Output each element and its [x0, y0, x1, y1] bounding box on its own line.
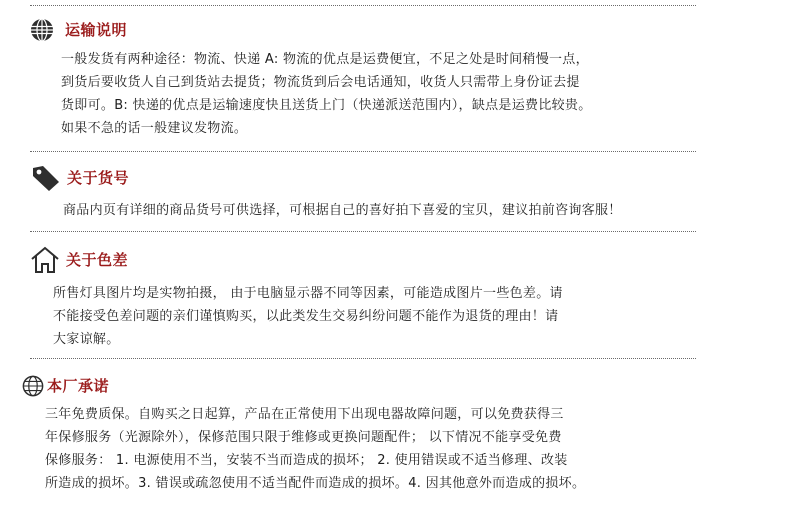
section-warranty-heading: [21, 374, 109, 398]
text-line: 如果不急的话一般建议发物流。: [61, 121, 248, 136]
house-icon: [30, 246, 60, 274]
globe-icon: [29, 17, 55, 43]
divider-1: [30, 151, 696, 152]
text-line: 大家谅解。: [53, 332, 120, 347]
text-line: 所售灯具图片均是实物拍摄， 由于电脑显示器不同等因素，可能造成图片一些色差。请: [53, 286, 563, 301]
globe-icon: [21, 374, 45, 398]
section-item-number-body: [63, 199, 622, 222]
text-line: 保修服务： 1. 电源使用不当，安装不当而造成的损坏； 2. 使用错误或不适当修理、改装: [45, 453, 568, 468]
section-shipping-title: 运输说明: [65, 20, 128, 39]
section-shipping-body: [61, 48, 592, 140]
text-line: 所造成的损坏。3. 错误或疏忽使用不适当配件而造成的损坏。4. 因其他意外而造成的损坏。: [45, 476, 586, 491]
text-line: 不能接受色差问题的亲们谨慎购买，以此类发生交易纠纷问题不能作为退货的理由！请: [53, 309, 559, 324]
divider-3: [30, 358, 696, 359]
section-color-diff-body: [53, 282, 563, 351]
section-warranty-title: 本厂承诺: [47, 376, 110, 395]
text-line: 一般发货有两种途径：物流、快递 A: 物流的优点是运费便宜，不足之处是时间稍慢一点，: [61, 52, 589, 67]
price-tag-icon: [31, 164, 61, 192]
section-shipping-heading: [29, 17, 127, 43]
section-warranty-body: [45, 403, 585, 495]
section-color-diff-heading: [30, 246, 128, 274]
top-divider: [30, 5, 696, 6]
text-line: 年保修服务（光源除外），保修范围只限于维修或更换问题配件； 以下情况不能享受免费: [45, 430, 562, 445]
section-color-diff-title: 关于色差: [66, 250, 129, 269]
section-item-number-heading: [31, 164, 129, 192]
divider-2: [30, 231, 696, 232]
text-line: 三年免费质保。自购买之日起算，产品在正常使用下出现电器故障问题，可以免费获得三: [45, 407, 564, 422]
text-line: 到货后要收货人自己到货站去提货；物流货到后会电话通知，收货人只需带上身份证去提: [61, 75, 580, 90]
text-line: 商品内页有详细的商品货号可供选择，可根据自己的喜好拍下喜爱的宝贝，建议拍前咨询客服！: [63, 203, 622, 218]
text-line: 货即可。B: 快递的优点是运输速度快且送货上门（快递派送范围内），缺点是运费比较贵。: [61, 98, 592, 113]
section-item-number-title: 关于货号: [67, 168, 130, 187]
